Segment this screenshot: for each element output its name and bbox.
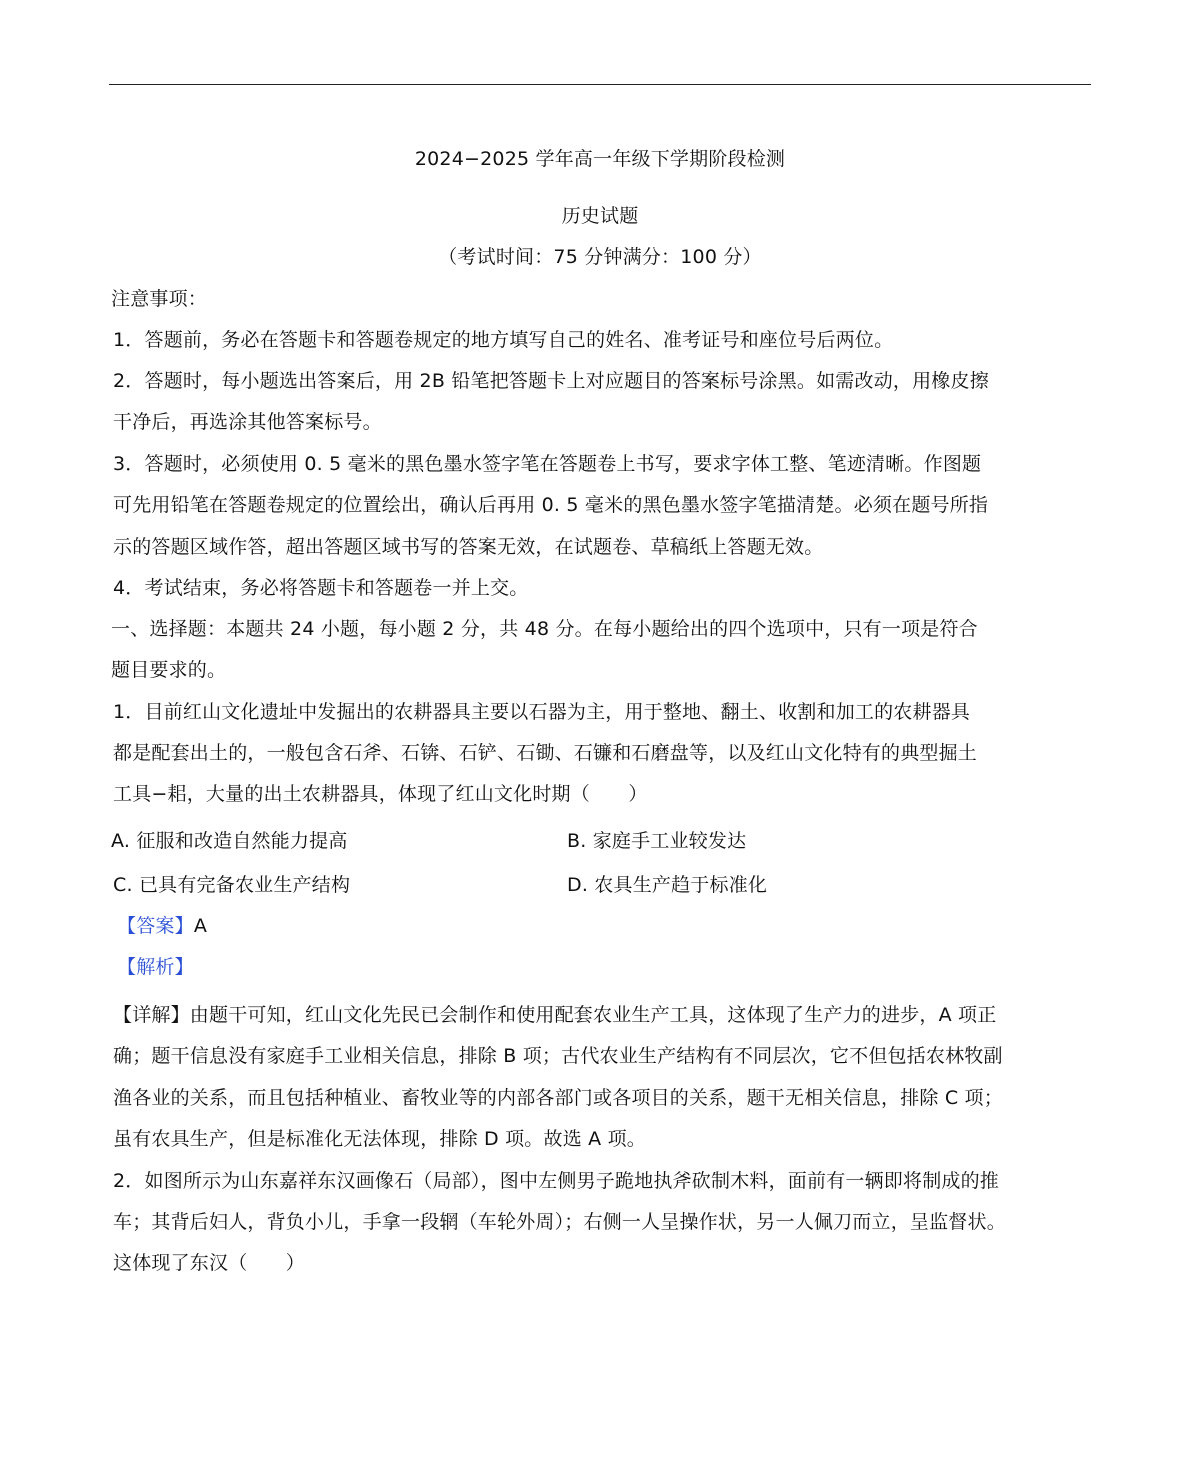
section-heading: 题目要求的。 xyxy=(111,659,227,681)
answer-tag: 【答案】 xyxy=(117,915,194,937)
section-heading: 一、选择题：本题共 24 小题，每小题 2 分，共 48 分。在每小题给出的四个选项中，只有一项是符合 xyxy=(111,618,978,640)
q2-stem-line: 车；其背后妇人，背负小儿，手拿一段辋（车轮外周）；右侧一人呈操作状，另一人佩刀而立，呈监督状。 xyxy=(113,1211,1006,1233)
subject-title: 历史试题 xyxy=(561,205,639,227)
notes-heading: 注意事项： xyxy=(111,288,208,310)
q1-option-b: B. 家庭手工业较发达 xyxy=(567,830,747,852)
answer-value: A xyxy=(193,915,208,937)
q1-option-a: A. 征服和改造自然能力提高 xyxy=(111,830,348,852)
note-line: 2．答题时，每小题选出答案后，用 2B 铅笔把答题卡上对应题目的答案标号涂黑。如需改动，用橡皮擦 xyxy=(113,370,989,392)
q1-option-c: C. 已具有完备农业生产结构 xyxy=(113,874,351,896)
note-line: 1．答题前，务必在答题卡和答题卷规定的地方填写自己的姓名、准考证号和座位号后两位。 xyxy=(113,329,894,351)
q1-answer xyxy=(117,914,207,938)
note-line: 干净后，再选涂其他答案标号。 xyxy=(113,411,382,433)
q1-detail-line: 渔各业的关系，而且包括种植业、畜牧业等的内部各部门或各项目的关系，题干无相关信息，排除 C 项； xyxy=(113,1087,1003,1109)
note-line: 示的答题区域作答，超出答题区域书写的答案无效，在试题卷、草稿纸上答题无效。 xyxy=(113,536,824,558)
header-rule xyxy=(109,84,1091,85)
q2-stem-line: 2．如图所示为山东嘉祥东汉画像石（局部），图中左侧男子跪地执斧砍制木料，面前有一辆即将制成的推 xyxy=(113,1170,999,1192)
q2-stem-line: 这体现了东汉（ ） xyxy=(113,1252,306,1274)
exam-title: 2024−2025 学年高一年级下学期阶段检测 xyxy=(414,148,786,170)
exam-info: （考试时间：75 分钟满分：100 分） xyxy=(438,246,762,268)
analysis-tag: 【解析】 xyxy=(117,956,194,978)
note-line: 4．考试结束，务必将答题卡和答题卷一并上交。 xyxy=(113,577,529,599)
note-line: 3．答题时，必须使用 0. 5 毫米的黑色墨水签字笔在答题卷上书写，要求字体工整、笔迹清晰。作图题 xyxy=(113,453,982,475)
q1-stem-line: 都是配套出土的，一般包含石斧、石锛、石铲、石锄、石镰和石磨盘等，以及红山文化特有的典型掘土 xyxy=(113,742,978,764)
q1-stem-line: 1．目前红山文化遗址中发掘出的农耕器具主要以石器为主，用于整地、翻土、收割和加工的农耕器具 xyxy=(113,701,971,723)
note-line: 可先用铅笔在答题卷规定的位置绘出，确认后再用 0. 5 毫米的黑色墨水签字笔描清楚。必须在题号所指 xyxy=(113,494,989,516)
q1-detail-line: 【详解】由题干可知，红山文化先民已会制作和使用配套农业生产工具，这体现了生产力的进步，A 项正 xyxy=(113,1004,997,1026)
q1-stem-line: 工具−耜，大量的出土农耕器具，体现了红山文化时期（ ） xyxy=(113,783,648,805)
q1-detail-line: 虽有农具生产，但是标准化无法体现，排除 D 项。故选 A 项。 xyxy=(113,1128,646,1150)
q1-option-d: D. 农具生产趋于标准化 xyxy=(567,874,768,896)
q1-detail-line: 确；题干信息没有家庭手工业相关信息，排除 B 项；古代农业生产结构有不同层次，它不但包括农林牧副 xyxy=(113,1045,1003,1067)
